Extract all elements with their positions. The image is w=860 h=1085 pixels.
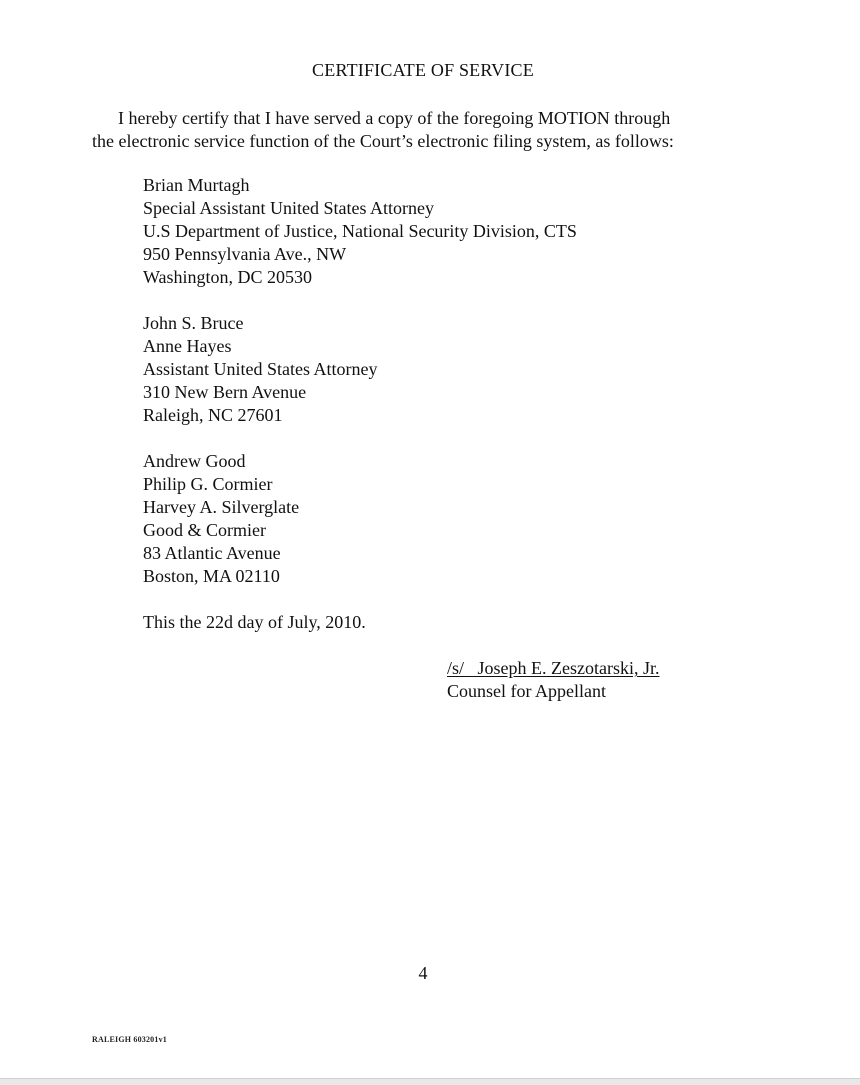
- recipient-name: Harvey A. Silverglate: [143, 497, 300, 517]
- recipient-block-good-cormier: [143, 450, 299, 588]
- document-title: CERTIFICATE OF SERVICE: [312, 60, 534, 80]
- recipient-name: John S. Bruce: [143, 313, 244, 333]
- page-bottom-edge: [0, 1078, 860, 1085]
- signer-role: Counsel for Appellant: [447, 681, 606, 701]
- recipient-block-murtagh: [143, 174, 577, 289]
- certification-line-2: the electronic service function of the Court’s electronic filing system, as follows:: [92, 131, 674, 151]
- recipient-name: Andrew Good: [143, 451, 246, 471]
- recipient-name: Anne Hayes: [143, 336, 232, 356]
- certification-paragraph: [92, 107, 772, 153]
- recipient-city: Boston, MA 02110: [143, 566, 280, 586]
- certification-line-1: I hereby certify that I have served a copy of the foregoing MOTION through: [118, 108, 671, 128]
- document-id-footer: RALEIGH 603201v1: [92, 1035, 167, 1044]
- recipient-street: 950 Pennsylvania Ave., NW: [143, 244, 347, 264]
- recipient-title: Assistant United States Attorney: [143, 359, 378, 379]
- page-number: 4: [418, 963, 428, 983]
- recipient-street: 83 Atlantic Avenue: [143, 543, 281, 563]
- recipient-organization: U.S Department of Justice, National Security Division, CTS: [143, 221, 577, 241]
- recipient-title: Special Assistant United States Attorney: [143, 198, 434, 218]
- recipient-name: Philip G. Cormier: [143, 474, 273, 494]
- signature-line: /s/ Joseph E. Zeszotarski, Jr.: [447, 658, 660, 678]
- recipient-city: Washington, DC 20530: [143, 267, 313, 287]
- recipient-name: Brian Murtagh: [143, 175, 250, 195]
- recipient-block-bruce-hayes: [143, 312, 377, 427]
- recipient-city: Raleigh, NC 27601: [143, 405, 283, 425]
- recipient-firm: Good & Cormier: [143, 520, 266, 540]
- signature-block: [447, 657, 659, 703]
- recipient-street: 310 New Bern Avenue: [143, 382, 307, 402]
- date-line: This the 22d day of July, 2010.: [143, 612, 366, 632]
